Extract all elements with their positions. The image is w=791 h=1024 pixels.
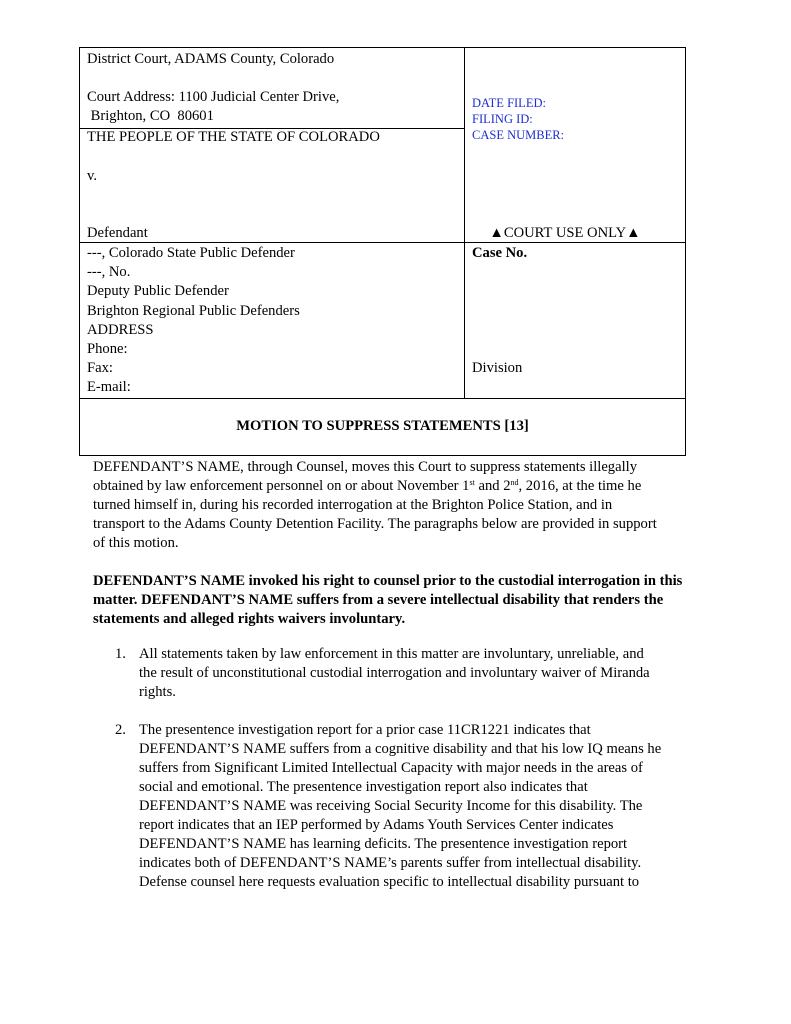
attorney-line: ADDRESS — [87, 322, 154, 338]
attorney-line: Deputy Public Defender — [87, 283, 229, 299]
intro-line: transport to the Adams County Detention Facility. The paragraphs below are provided in support — [93, 516, 657, 532]
attorney-line: ---, Colorado State Public Defender — [87, 245, 295, 261]
item-line: All statements taken by law enforcement in this matter are involuntary, unreliable, and — [139, 646, 644, 662]
versus-label: v. — [87, 168, 97, 184]
plaintiff-name: THE PEOPLE OF THE STATE OF COLORADO — [87, 129, 380, 145]
item-line: DEFENDANT’S NAME was receiving Social Security Income for this disability. The — [139, 798, 643, 814]
date-filed-label: DATE FILED: — [472, 96, 546, 110]
attorney-line: Brighton Regional Public Defenders — [87, 303, 300, 319]
item-line: The presentence investigation report for a prior case 11CR1221 indicates that — [139, 722, 591, 738]
item-number: 2. — [115, 722, 126, 738]
attorney-line: Fax: — [87, 360, 113, 376]
item-line: the result of unconstitutional custodial interrogation and involuntary waiver of Miranda — [139, 665, 650, 681]
item-line: Defense counsel here requests evaluation specific to intellectual disability pursuant to — [139, 874, 640, 890]
item-line: DEFENDANT’S NAME suffers from a cognitive disability and that his low IQ means he — [139, 741, 662, 757]
motion-title: MOTION TO SUPPRESS STATEMENTS [13] — [236, 418, 529, 434]
intro-line: obtained by law enforcement personnel on or about November 1st and 2nd, 2016, at the time he — [93, 478, 642, 494]
item-number: 1. — [115, 646, 126, 662]
intro-line: turned himself in, during his recorded interrogation at the Brighton Police Station, and in — [93, 497, 613, 513]
case-number-label: CASE NUMBER: — [472, 128, 565, 142]
heading-line: matter. DEFENDANT’S NAME suffers from a severe intellectual disability that renders the — [93, 592, 664, 608]
item-line: suffers from Significant Limited Intellectual Capacity with major needs in the areas of — [139, 760, 643, 776]
item-line: social and emotional. The presentence investigation report also indicates that — [139, 779, 588, 795]
attorney-line: E-mail: — [87, 379, 131, 395]
division-label: Division — [472, 360, 523, 376]
intro-line: of this motion. — [93, 535, 179, 551]
item-line: report indicates that an IEP performed by Adams Youth Services Center indicates — [139, 817, 614, 833]
filing-id-label: FILING ID: — [472, 112, 533, 126]
intro-line: DEFENDANT’S NAME, through Counsel, moves this Court to suppress statements illegally — [93, 459, 637, 475]
case-caption-table — [79, 47, 686, 456]
court-name: District Court, ADAMS County, Colorado — [87, 51, 335, 67]
item-line: rights. — [139, 684, 176, 700]
attorney-line: ---, No. — [87, 264, 131, 280]
court-address-line2: Brighton, CO 80601 — [87, 108, 214, 124]
court-use-only-label: ▲COURT USE ONLY▲ — [489, 225, 641, 241]
defendant-label: Defendant — [87, 225, 148, 241]
court-address-line1: Court Address: 1100 Judicial Center Drive, — [87, 89, 340, 105]
case-no-label: Case No. — [472, 245, 528, 261]
attorney-line: Phone: — [87, 341, 128, 357]
item-line: indicates both of DEFENDANT’S NAME’s parents suffer from intellectual disability. — [139, 855, 642, 871]
item-line: DEFENDANT’S NAME has learning deficits. The presentence investigation report — [139, 836, 628, 852]
caption-divider-attorney — [80, 398, 685, 399]
heading-line: DEFENDANT’S NAME invoked his right to counsel prior to the custodial interrogation in this — [93, 573, 683, 589]
caption-vertical-divider — [464, 48, 465, 399]
heading-line: statements and alleged rights waivers involuntary. — [93, 611, 406, 627]
